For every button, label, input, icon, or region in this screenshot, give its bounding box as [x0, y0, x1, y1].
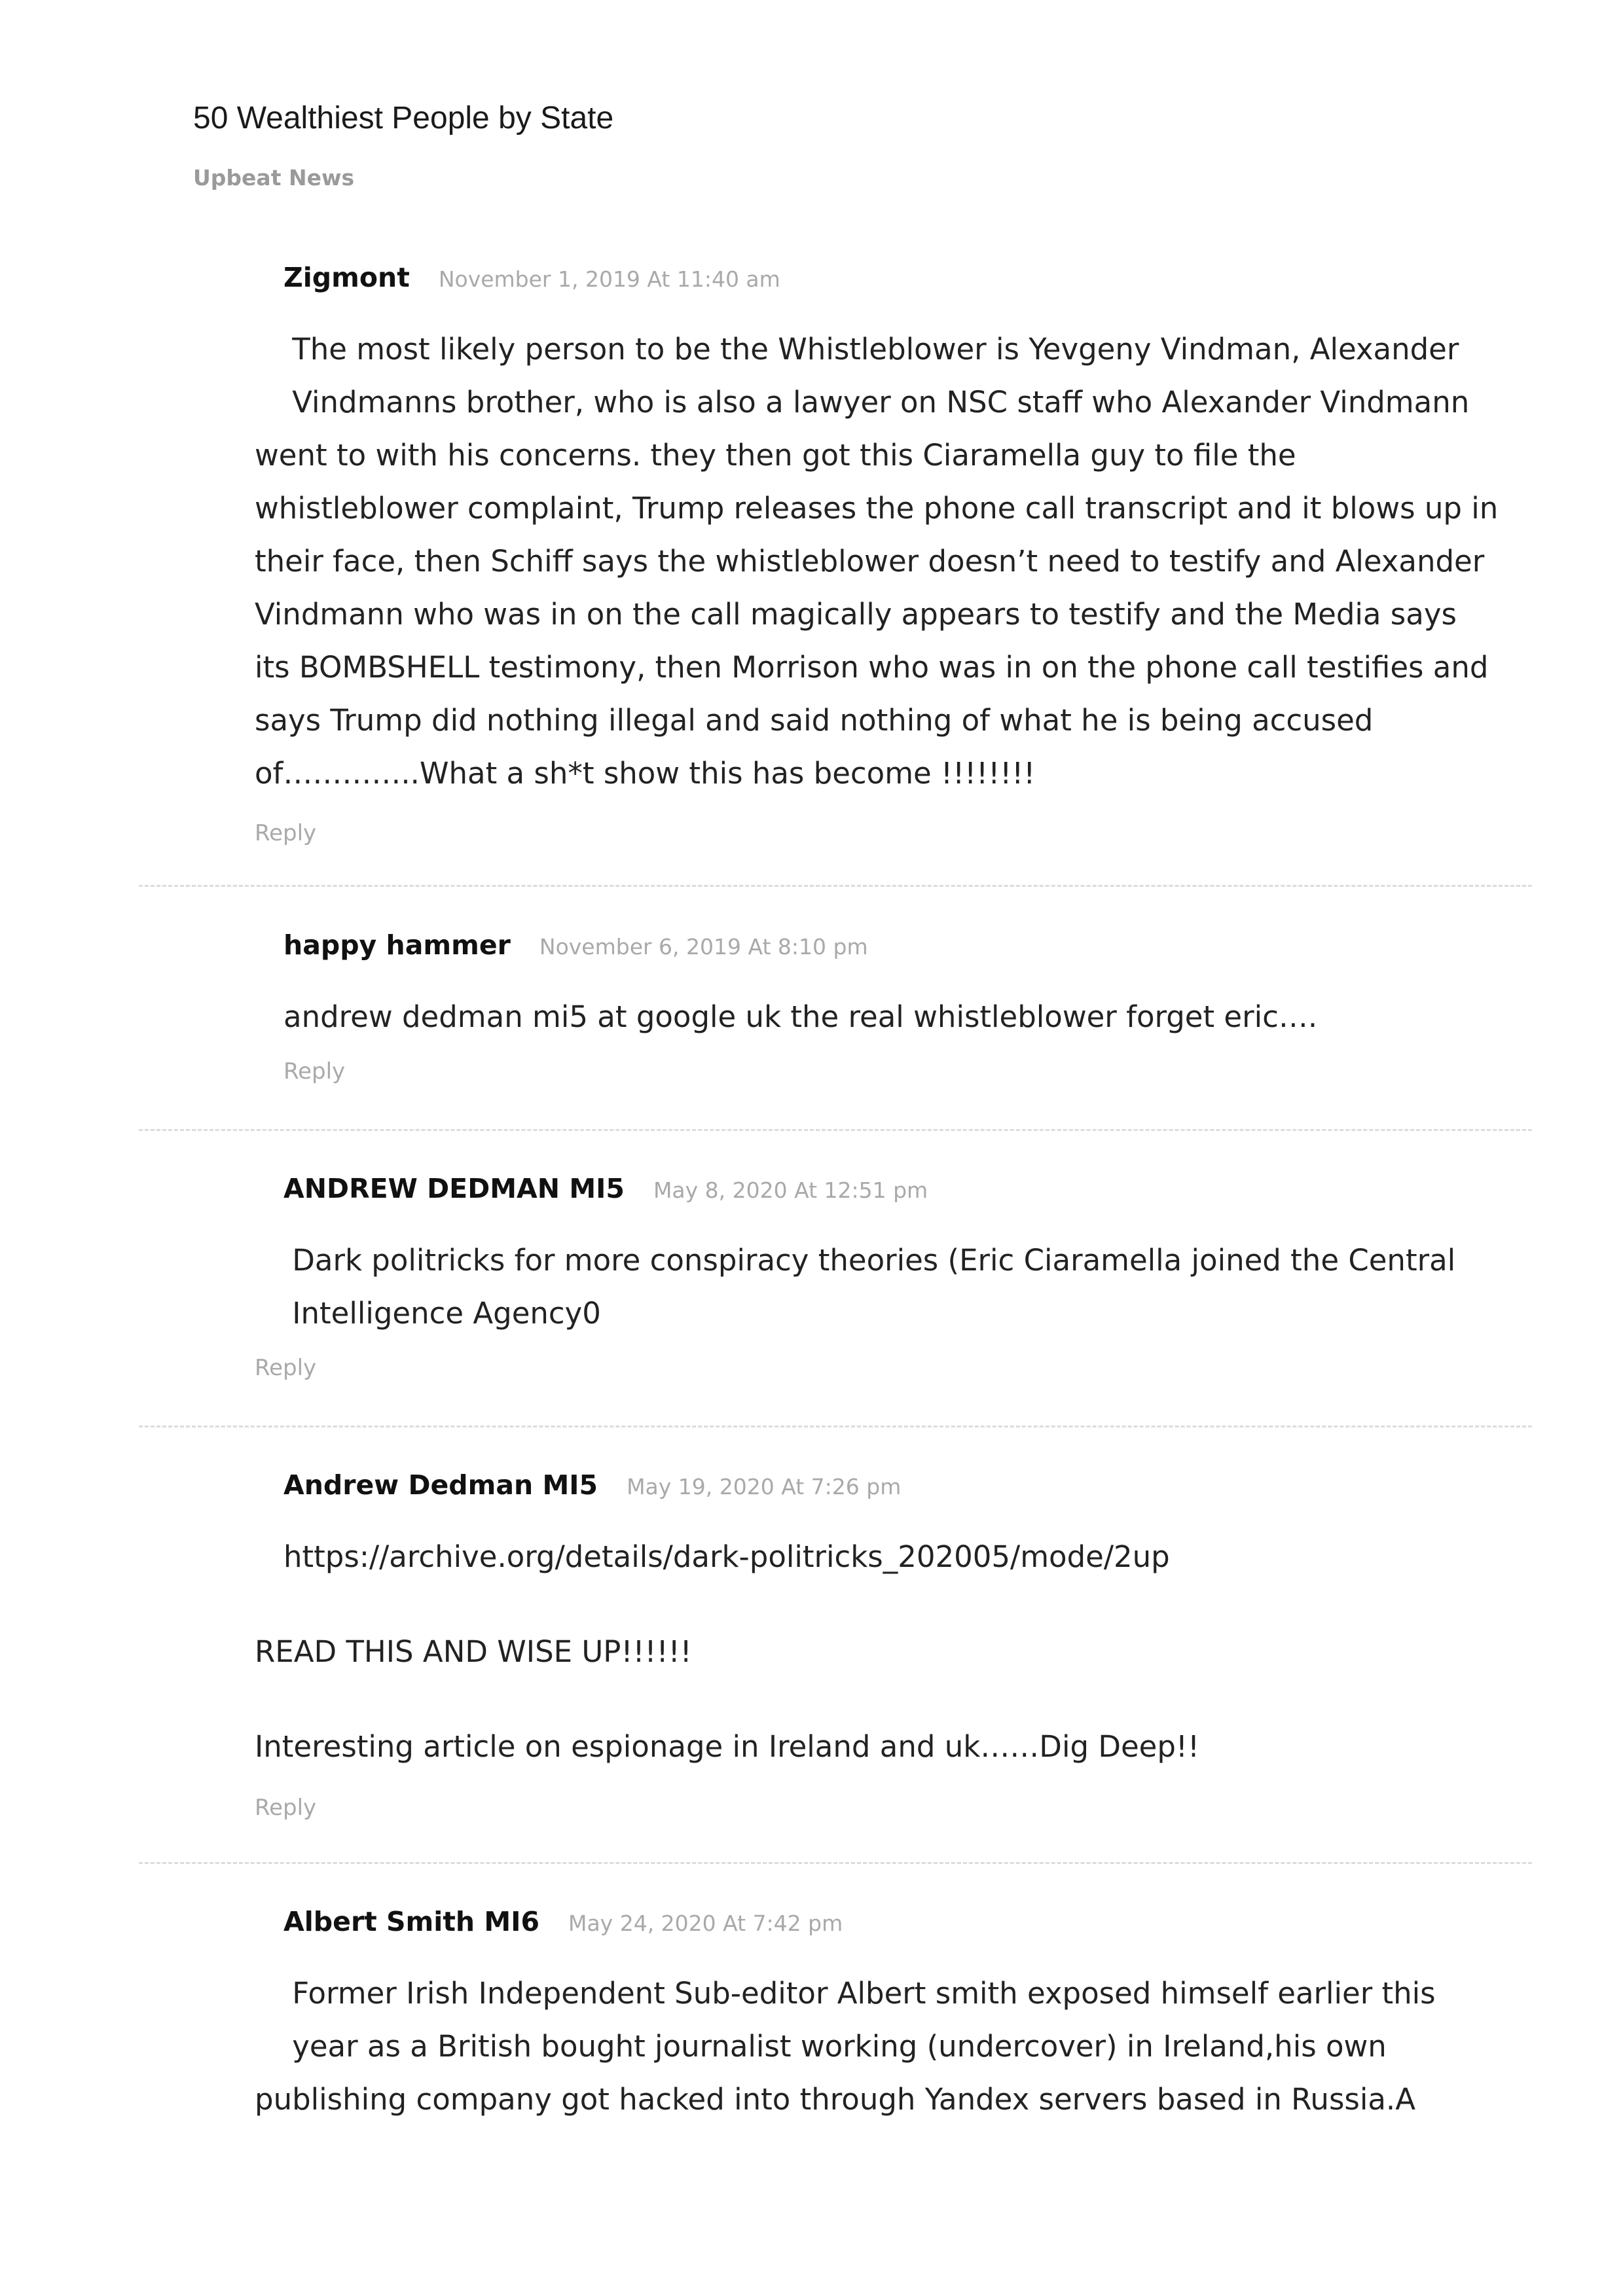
comment-text: andrew dedman mi5 at google uk the real whistleblower forget eric…. — [283, 999, 1318, 1034]
comment-divider — [139, 885, 1532, 887]
comment-text: READ THIS AND WISE UP!!!!!! — [255, 1634, 692, 1669]
comment-link-text[interactable]: https://archive.org/details/dark-politricks_202005/mode/2up — [283, 1539, 1170, 1574]
site-name[interactable]: Upbeat News — [193, 165, 355, 190]
comment-divider — [139, 1862, 1532, 1864]
reply-link[interactable]: Reply — [255, 820, 317, 846]
reply-link[interactable]: Reply — [255, 1355, 317, 1381]
comment-date[interactable]: May 8, 2020 At 12:51 pm — [653, 1177, 928, 1203]
comment-meta — [283, 262, 780, 293]
comment-author: Albert Smith MI6 — [283, 1906, 539, 1937]
comment-meta — [283, 1906, 843, 1937]
comment-date[interactable]: May 24, 2020 At 7:42 pm — [568, 1910, 843, 1936]
comment-author: Andrew Dedman MI5 — [283, 1469, 598, 1501]
comment-divider — [139, 1426, 1532, 1427]
reply-link[interactable]: Reply — [255, 1795, 317, 1821]
comment-text: Dark politricks for more conspiracy theories (Eric Ciaramella joined the Central Intelligence Agency0 — [292, 1243, 1456, 1331]
comment-meta — [283, 1469, 901, 1501]
comment-meta — [283, 929, 868, 961]
comment-text: The most likely person to be the Whistleblower is Yevgeny Vindman, Alexander Vindmanns brother, who is also a lawyer on NSC staff who Alexander Vindmann went to with his concerns. they then got this Ciaramella guy to file the whistleblower complaint, Trump releases the phone call transcript and it blows up in their face, then Schiff says the whistleblower doesn’t need to testify and Alexander Vindmann who was in on the call magically appears to testify and the Media says its BOMBSHELL testimony, then Morrison who was in on the phone call testifies and says Trump did nothing illegal and said nothing of what he is being accused of…………..What a sh*t show this has become !!!!!!!! — [255, 332, 1499, 791]
comment-text: Interesting article on espionage in Ireland and uk……Dig Deep!! — [255, 1729, 1199, 1764]
reply-link[interactable]: Reply — [283, 1058, 346, 1085]
comment-date[interactable]: November 1, 2019 At 11:40 am — [438, 266, 780, 292]
comment-date[interactable]: May 19, 2020 At 7:26 pm — [627, 1474, 902, 1499]
comment-author: ANDREW DEDMAN MI5 — [283, 1173, 625, 1204]
comment-author: Zigmont — [283, 262, 410, 293]
comment-text: Former Irish Independent Sub-editor Albert smith exposed himself earlier this year as a British bought journalist working (undercover) in Ireland,his own publishing company got hacked into through Yandex servers based in Russia.A — [255, 1976, 1436, 2117]
comment-author: happy hammer — [283, 929, 511, 961]
page-title: 50 Wealthiest People by State — [193, 101, 614, 135]
comment-meta — [283, 1173, 928, 1204]
comment-divider — [139, 1129, 1532, 1131]
comment-date[interactable]: November 6, 2019 At 8:10 pm — [539, 934, 868, 960]
